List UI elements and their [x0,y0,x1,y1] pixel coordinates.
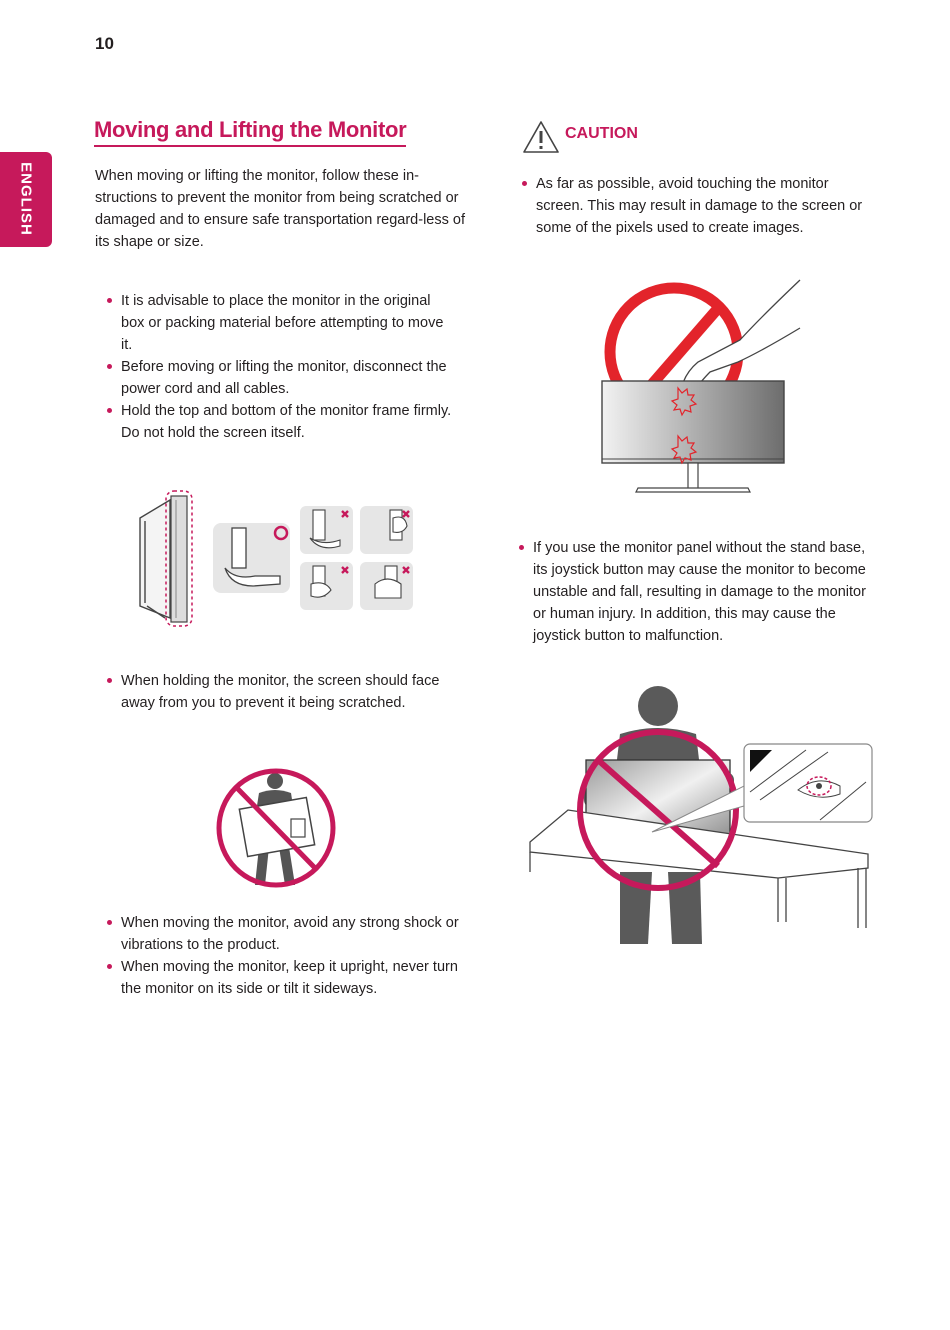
caution-title: CAUTION [565,125,638,142]
list-item: Before moving or lifting the monitor, disconnect the power cord and all cables. [95,356,455,400]
language-tab [0,152,52,247]
list-item: It is advisable to place the monitor in the original box or packing material before attempting to move it. [95,290,455,356]
joystick-prohibited-figure [528,682,876,947]
screen-touch-prohibited-figure [600,278,805,496]
monitor-edge [171,496,187,622]
caution-bullet-list-joystick [507,537,877,647]
list-item: As far as possible, avoid touching the monitor screen. This may result in damage to the screen or some of the pixels used to create images. [510,173,880,239]
language-tab-label: ENGLISH [17,162,35,236]
warning-triangle-icon [522,120,560,154]
bullet-list-holding [95,670,465,714]
page-number: 10 [95,34,114,53]
holding-monitor-figure [135,488,425,633]
bullet-list-shock [95,912,465,1000]
caution-bullet-list-screen [510,173,880,239]
intro-paragraph: When moving or lifting the monitor, follow these in-structions to prevent the monitor from being scratched or damaged and to ensure safe transportation regard-less of its shape or size. [95,168,465,250]
page-title: Moving and Lifting the Monitor [94,117,406,147]
carrying-prohibited-figure [215,767,337,889]
bullet-list-packing [95,290,455,444]
list-item: If you use the monitor panel without the stand base, its joystick button may cause the monitor to become unstable and fall, resulting in damage to the monitor or human injury. In addition, this may cause the joystick button to malfunction. [507,537,877,647]
list-item: Hold the top and bottom of the monitor frame firmly. Do not hold the screen itself. [95,400,455,444]
list-item: When moving the monitor, keep it upright, never turn the monitor on its side or tilt it sideways. [95,956,465,1000]
list-item: When moving the monitor, avoid any strong shock or vibrations to the product. [95,912,465,956]
list-item: When holding the monitor, the screen should face away from you to prevent it being scratched. [95,670,465,714]
